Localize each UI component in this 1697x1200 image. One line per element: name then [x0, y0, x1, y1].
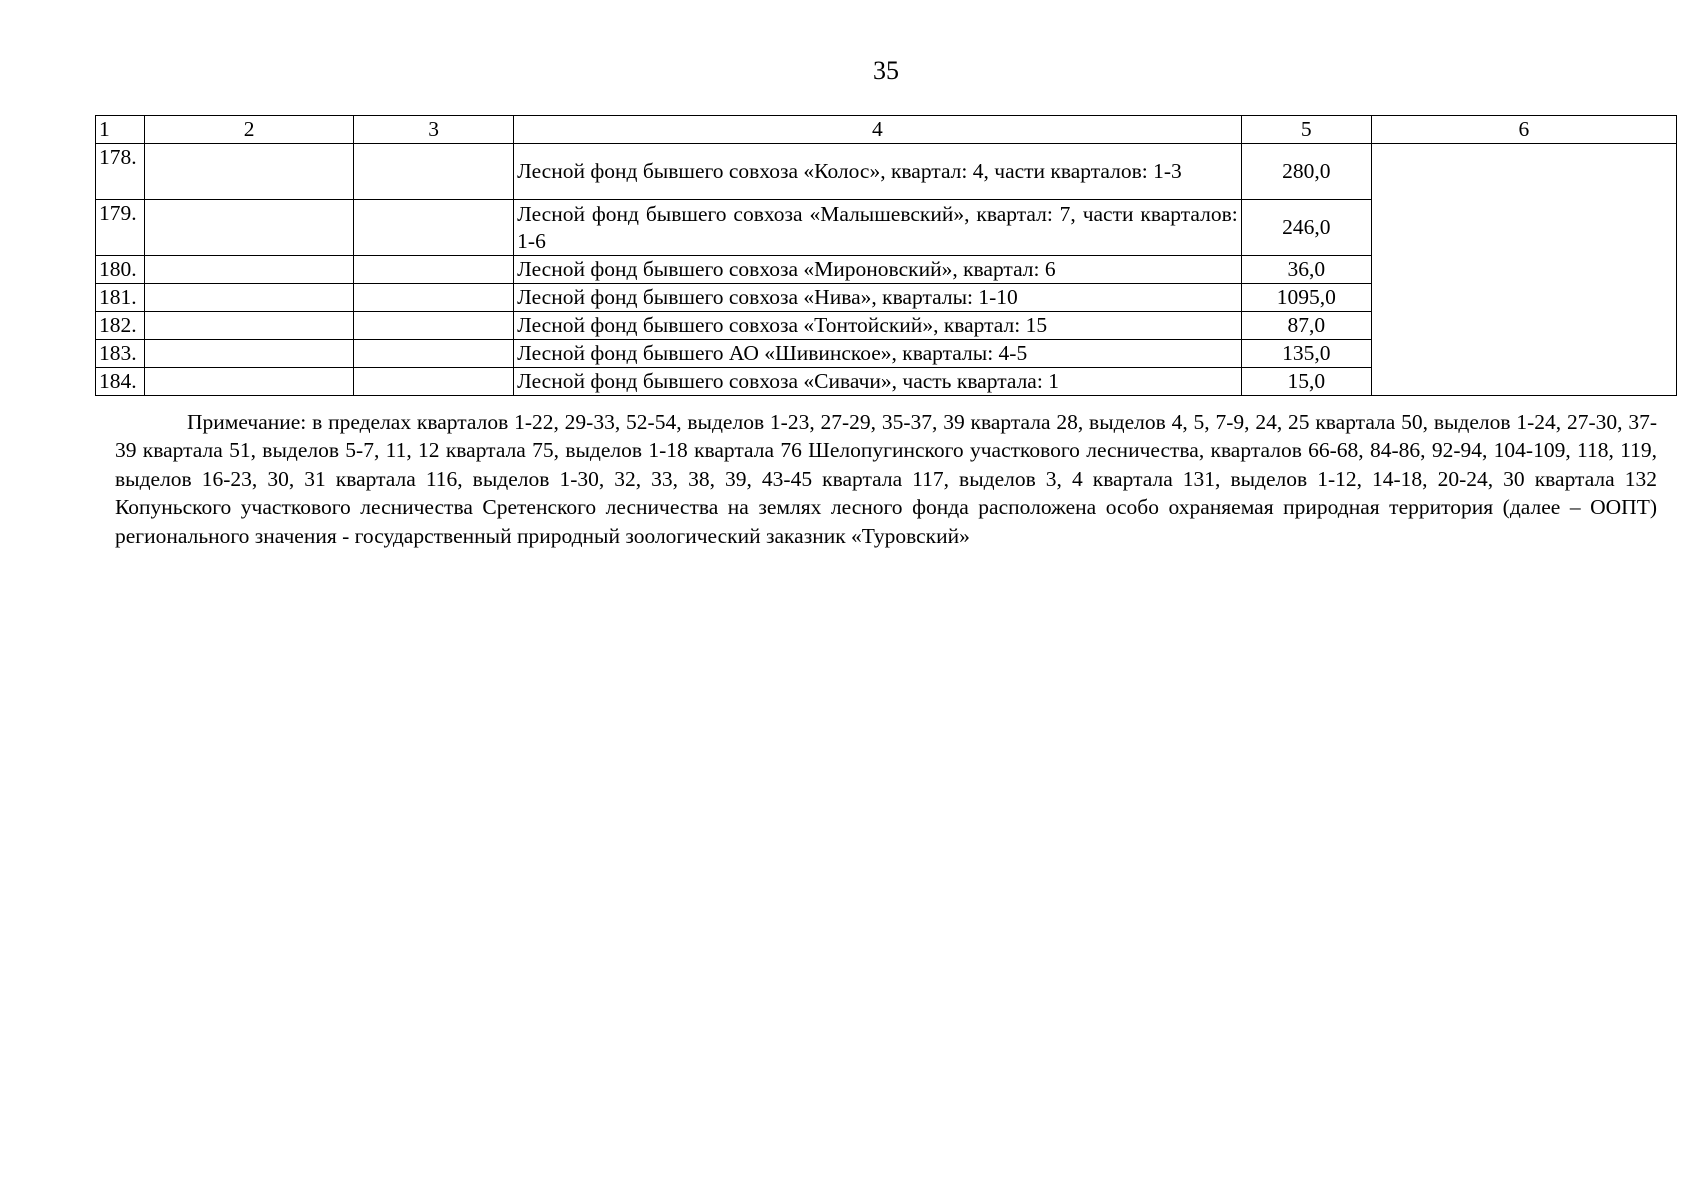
column-2-cell: [145, 340, 354, 368]
column-3-cell: [354, 340, 514, 368]
area-cell: 1095,0: [1241, 284, 1371, 312]
table-row: [96, 144, 1677, 200]
description-cell: Лесной фонд бывшего совхоза «Малышевский», квартал: 7, части кварталов: 1-6: [514, 200, 1242, 256]
row-number: 178.: [96, 144, 145, 200]
column-2-cell: [145, 368, 354, 396]
column-6-merged-cell: [1371, 144, 1676, 396]
note-paragraph: Примечание: в пределах кварталов 1-22, 29-33, 52-54, выделов 1-23, 27-29, 35-37, 39 квартала 28, выделов 4, 5, 7-9, 24, 25 квартала 50, выделов 1-24, 27-30, 37-39 квартала 51, выделов 5-7, 11, 12 квартала 75, выделов 1-18 квартала 76 Шелопугинского участкового лесничества, кварталов 66-68, 84-86, 92-94, 104-109, 118, 119, выделов 16-23, 30, 31 квартала 116, выделов 1-30, 32, 33, 38, 39, 43-45 квартала 117, выделов 3, 4 квартала 131, выделов 1-12, 14-18, 20-24, 30 квартала 132 Копуньского участкового лесничества Сретенского лесничества на землях лесного фонда расположена особо охраняемая природная территория (далее – ООПТ) регионального значения - государственный природный зоологический заказник «Туровский»: [115, 410, 1657, 548]
area-cell: 36,0: [1241, 256, 1371, 284]
description-cell: Лесной фонд бывшего АО «Шивинское», кварталы: 4-5: [514, 340, 1242, 368]
row-number: 180.: [96, 256, 145, 284]
area-cell: 87,0: [1241, 312, 1371, 340]
column-3-cell: [354, 200, 514, 256]
row-number: 184.: [96, 368, 145, 396]
description-cell: Лесной фонд бывшего совхоза «Тонтойский», квартал: 15: [514, 312, 1242, 340]
page-number: 35: [873, 56, 899, 85]
column-3-cell: [354, 256, 514, 284]
row-number: 182.: [96, 312, 145, 340]
header-cell-4: 4: [514, 116, 1242, 144]
column-3-cell: [354, 144, 514, 200]
header-cell-2: 2: [145, 116, 354, 144]
column-3-cell: [354, 368, 514, 396]
row-number: 181.: [96, 284, 145, 312]
column-2-cell: [145, 284, 354, 312]
description-cell: Лесной фонд бывшего совхоза «Колос», квартал: 4, части кварталов: 1-3: [514, 144, 1242, 200]
row-number: 183.: [96, 340, 145, 368]
table-header-row: [96, 116, 1677, 144]
area-cell: 280,0: [1241, 144, 1371, 200]
column-2-cell: [145, 200, 354, 256]
description-cell: Лесной фонд бывшего совхоза «Нива», кварталы: 1-10: [514, 284, 1242, 312]
column-3-cell: [354, 284, 514, 312]
column-2-cell: [145, 256, 354, 284]
column-3-cell: [354, 312, 514, 340]
header-cell-3: 3: [354, 116, 514, 144]
header-cell-6: 6: [1371, 116, 1676, 144]
header-cell-5: 5: [1241, 116, 1371, 144]
area-cell: 15,0: [1241, 368, 1371, 396]
column-2-cell: [145, 312, 354, 340]
forest-table: [95, 115, 1677, 396]
row-number: 179.: [96, 200, 145, 256]
area-cell: 135,0: [1241, 340, 1371, 368]
description-cell: Лесной фонд бывшего совхоза «Сивачи», часть квартала: 1: [514, 368, 1242, 396]
column-2-cell: [145, 144, 354, 200]
header-cell-1: 1: [96, 116, 145, 144]
area-cell: 246,0: [1241, 200, 1371, 256]
description-cell: Лесной фонд бывшего совхоза «Мироновский», квартал: 6: [514, 256, 1242, 284]
